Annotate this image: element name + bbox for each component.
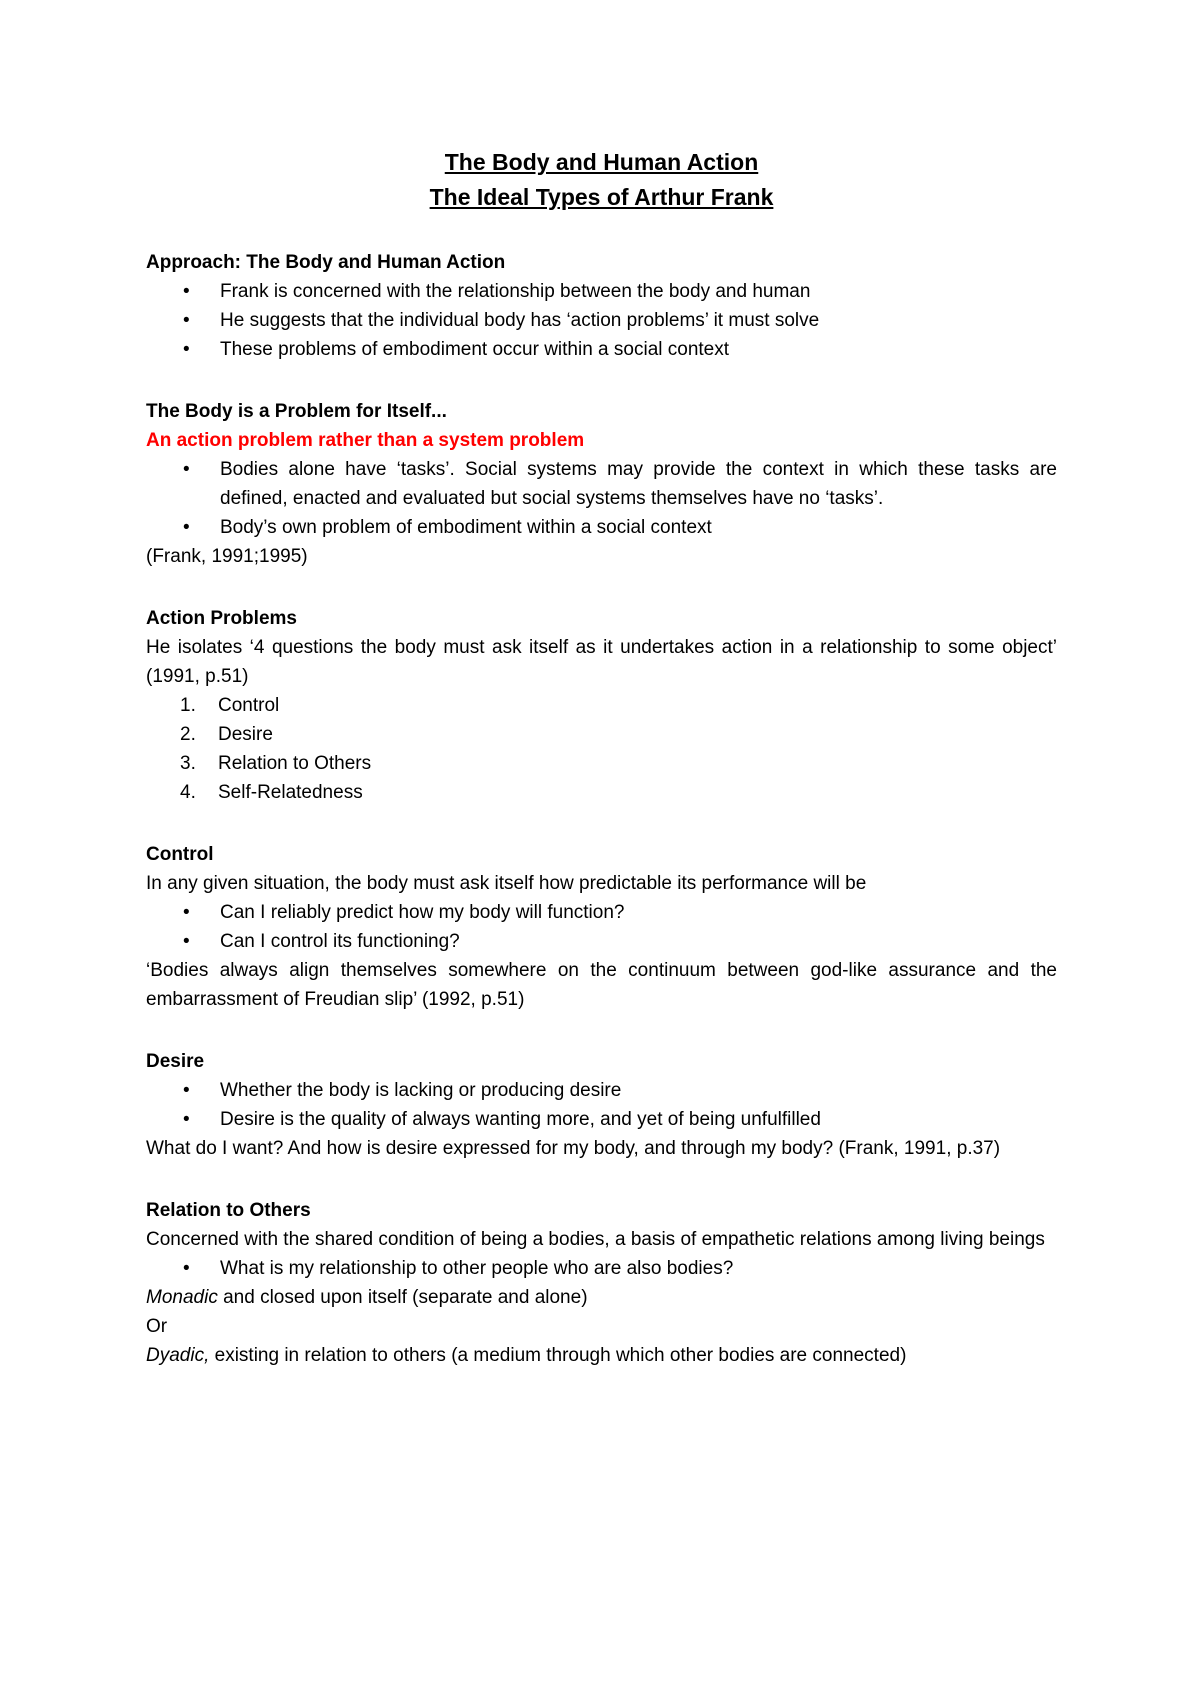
bullet-item: [146, 898, 1057, 927]
bullet-item: [146, 455, 1057, 513]
title-line-2: The Ideal Types of Arthur Frank: [429, 184, 774, 210]
section-heading-desire: Desire: [146, 1051, 205, 1072]
bullet-item: [146, 277, 1057, 306]
bullet-text: Body’s own problem of embodiment within a social context: [220, 517, 712, 538]
dyadic-term: Dyadic,: [146, 1345, 210, 1366]
numbered-text: Relation to Others: [218, 753, 372, 774]
section-heading-control: Control: [146, 844, 214, 865]
monadic-term: Monadic: [146, 1287, 218, 1308]
section-heading-relation: Relation to Others: [146, 1200, 311, 1221]
numbered-text: Desire: [218, 724, 273, 745]
dyadic-line: [146, 1341, 1057, 1370]
numbered-text: Control: [218, 695, 280, 716]
section-desire: [146, 1047, 1057, 1163]
quote-paragraph: ‘Bodies always align themselves somewhere on the continuum between god-like assurance and the embarrassment of Freudian slip’ (1992, p.51): [146, 960, 1057, 1010]
title-line-1: The Body and Human Action: [444, 149, 759, 175]
bullet-item: [146, 1105, 1057, 1134]
bullet-text: Bodies alone have ‘tasks’. Social systems may provide the context in which these tasks are defined, enacted and evaluated but social systems themselves have no ‘tasks’.: [220, 459, 1057, 509]
red-subheading: An action problem rather than a system problem: [146, 430, 585, 451]
bullet-marker: •: [183, 339, 190, 360]
bullet-marker: •: [183, 931, 190, 952]
bullet-item: [146, 927, 1057, 956]
intro-paragraph: He isolates ‘4 questions the body must ask itself as it undertakes action in a relationship to some object’ (1991, p.51): [146, 637, 1057, 687]
section-heading-approach: Approach: The Body and Human Action: [146, 252, 506, 273]
bullet-marker: •: [183, 902, 190, 923]
numbered-item: [146, 749, 1057, 778]
section-relation-to-others: [146, 1196, 1057, 1370]
numbered-text: Self-Relatedness: [218, 782, 363, 803]
bullet-item: [146, 335, 1057, 364]
list-number: 3.: [180, 753, 196, 774]
dyadic-rest: existing in relation to others (a medium through which other bodies are connected): [209, 1345, 907, 1366]
intro-paragraph: In any given situation, the body must ask itself how predictable its performance will be: [146, 873, 867, 894]
monadic-rest: and closed upon itself (separate and alone): [217, 1287, 588, 1308]
numbered-item: [146, 720, 1057, 749]
bullet-text: Can I reliably predict how my body will function?: [220, 902, 625, 923]
bullet-text: What is my relationship to other people who are also bodies?: [220, 1258, 734, 1279]
intro-paragraph: Concerned with the shared condition of being a bodies, a basis of empathetic relations among living beings: [146, 1229, 1045, 1250]
numbered-item: [146, 691, 1057, 720]
bullet-marker: •: [183, 310, 190, 331]
bullet-text: Whether the body is lacking or producing desire: [220, 1080, 622, 1101]
list-number: 2.: [180, 724, 196, 745]
bullet-text: Can I control its functioning?: [220, 931, 460, 952]
outro-paragraph: What do I want? And how is desire expressed for my body, and through my body? (Frank, 1991, p.37): [146, 1138, 1001, 1159]
numbered-item: [146, 778, 1057, 807]
monadic-line: [146, 1283, 1057, 1312]
bullet-text: Frank is concerned with the relationship between the body and human: [220, 281, 811, 302]
bullet-marker: •: [183, 281, 190, 302]
section-heading-action-problems: Action Problems: [146, 608, 297, 629]
bullet-item: [146, 306, 1057, 335]
citation-frank: (Frank, 1991;1995): [146, 546, 308, 567]
bullet-marker: •: [183, 1080, 190, 1101]
document-title: [146, 145, 1057, 215]
bullet-marker: •: [183, 1109, 190, 1130]
section-approach: [146, 248, 1057, 364]
bullet-text: Desire is the quality of always wanting more, and yet of being unfulfilled: [220, 1109, 821, 1130]
section-heading-body-problem: The Body is a Problem for Itself...: [146, 401, 447, 422]
bullet-item: [146, 1076, 1057, 1105]
bullet-text: He suggests that the individual body has ‘action problems’ it must solve: [220, 310, 820, 331]
bullet-item: [146, 1254, 1057, 1283]
bullet-marker: •: [183, 517, 190, 538]
bullet-marker: •: [183, 1258, 190, 1279]
list-number: 1.: [180, 695, 196, 716]
or-line: Or: [146, 1316, 168, 1337]
list-number: 4.: [180, 782, 196, 803]
bullet-marker: •: [183, 459, 190, 480]
bullet-item: [146, 513, 1057, 542]
section-body-problem: [146, 397, 1057, 571]
section-action-problems: [146, 604, 1057, 807]
bullet-text: These problems of embodiment occur within a social context: [220, 339, 730, 360]
section-control: [146, 840, 1057, 1014]
